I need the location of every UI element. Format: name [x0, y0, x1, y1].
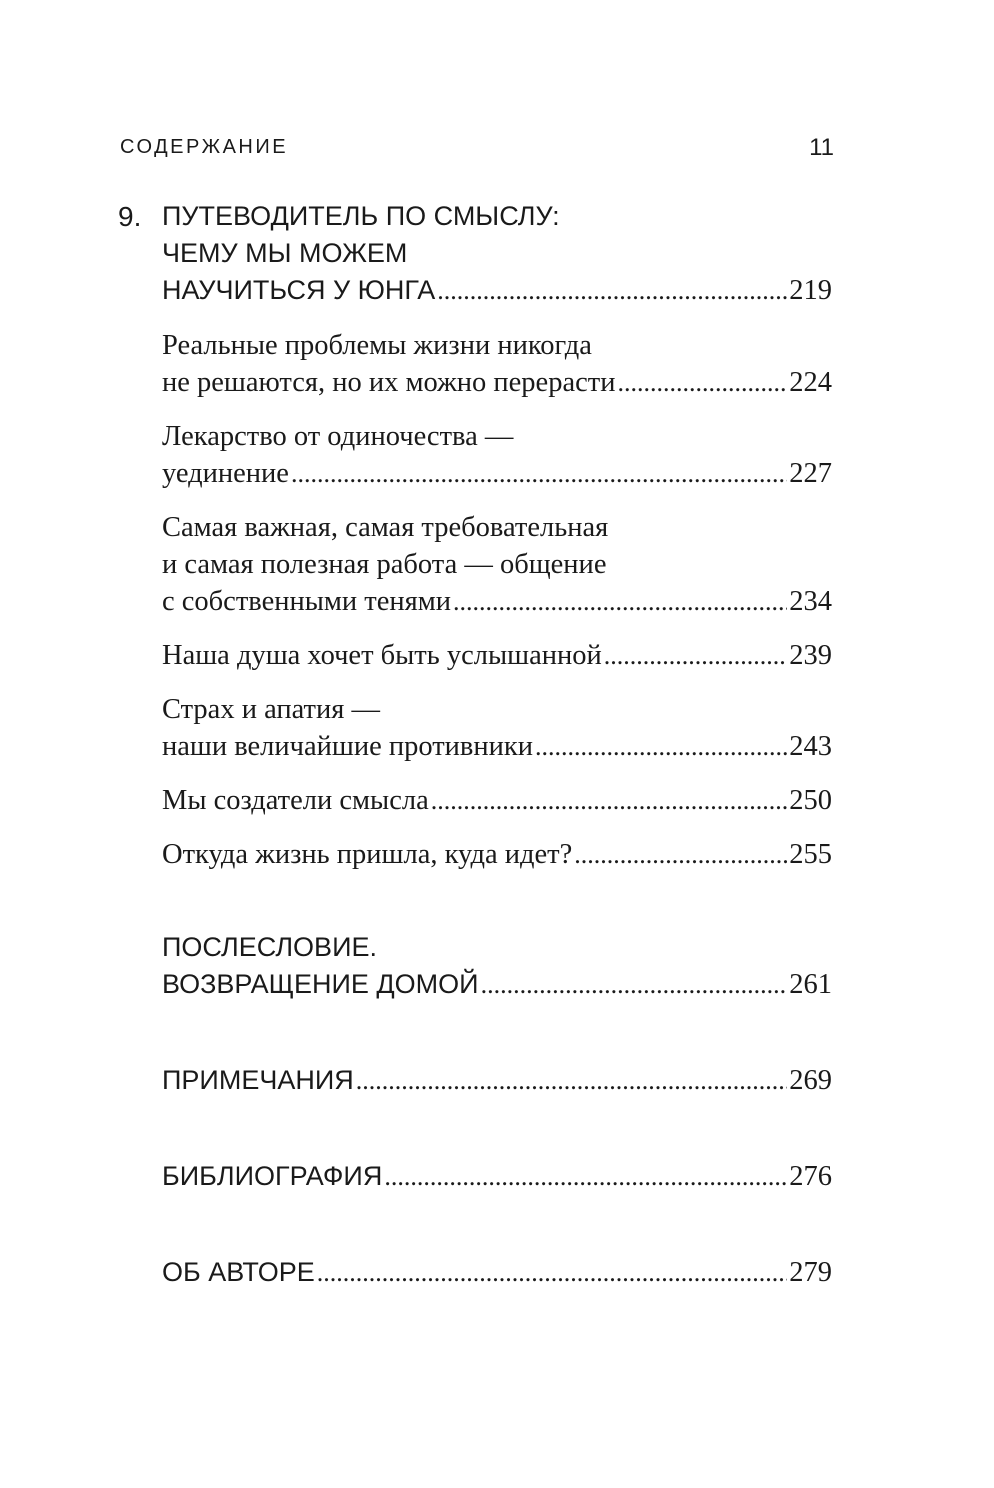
- dot-leader: [317, 1254, 788, 1291]
- toc-leader-line: [162, 637, 832, 674]
- section-title-line: Страх и апатия —: [162, 694, 380, 725]
- running-head: СОДЕРЖАНИЕ: [120, 136, 289, 158]
- section-title-line: Откуда жизнь пришла, куда идет?: [162, 839, 573, 870]
- back-matter-title-line: ПОСЛЕСЛОВИЕ.: [162, 932, 377, 962]
- toc-page-number: 224: [789, 367, 832, 398]
- dot-leader: [431, 782, 788, 819]
- back-matter-title-line: ПРИМЕЧАНИЯ: [162, 1065, 354, 1095]
- toc-page-number: 239: [789, 640, 832, 671]
- dot-leader: [535, 728, 787, 765]
- toc-chapter-9[interactable]: [118, 198, 832, 309]
- chapter-title-line: НАУЧИТЬСЯ У ЮНГА: [162, 275, 436, 305]
- toc-section[interactable]: [162, 836, 832, 873]
- toc-leader-line: [162, 1062, 832, 1099]
- toc-afterword[interactable]: [162, 929, 832, 1003]
- dot-leader: [437, 272, 787, 309]
- dot-leader: [481, 966, 788, 1003]
- toc-section[interactable]: [162, 418, 832, 492]
- toc-leader-line: [162, 728, 832, 765]
- toc-page-number: 261: [789, 969, 832, 1000]
- section-title-line: Реальные проблемы жизни никогда: [162, 330, 592, 361]
- toc-page-number: 279: [789, 1257, 832, 1288]
- toc-section[interactable]: [162, 327, 832, 401]
- back-matter-title-line: БИБЛИОГРАФИЯ: [162, 1161, 383, 1191]
- toc-leader-line: [162, 1254, 832, 1291]
- back-matter-title-line: ОБ АВТОРЕ: [162, 1257, 315, 1287]
- toc-page-number: 269: [789, 1065, 832, 1096]
- toc-section[interactable]: [162, 782, 832, 819]
- toc-page-number: 276: [789, 1161, 832, 1192]
- page-number: 11: [809, 134, 834, 161]
- chapter-title-line: ПУТЕВОДИТЕЛЬ ПО СМЫСЛУ:: [162, 201, 560, 231]
- toc-section[interactable]: [162, 509, 832, 620]
- back-matter-title-line: ВОЗВРАЩЕНИЕ ДОМОЙ: [162, 969, 479, 999]
- toc-page-number: 234: [789, 586, 832, 617]
- toc-page-number: 255: [789, 839, 832, 870]
- toc-page-number: 227: [789, 458, 832, 489]
- toc-leader-line: [162, 272, 832, 309]
- toc-leader-line: [162, 782, 832, 819]
- toc-page-number: 250: [789, 785, 832, 816]
- chapter-title-line: ЧЕМУ МЫ МОЖЕМ: [162, 238, 408, 268]
- toc-section[interactable]: [162, 637, 832, 674]
- toc-leader-line: [162, 583, 832, 620]
- dot-leader: [291, 455, 787, 492]
- toc-section[interactable]: [162, 691, 832, 765]
- section-title-line: Мы создатели смысла: [162, 785, 429, 816]
- toc-leader-line: [162, 966, 832, 1003]
- section-title-line: Наша душа хочет быть услышанной: [162, 640, 602, 671]
- section-title-line: не решаются, но их можно перерасти: [162, 367, 616, 398]
- toc-about-author[interactable]: [162, 1254, 832, 1291]
- section-title-line: Самая важная, самая требовательная: [162, 512, 609, 543]
- section-title-line: уединение: [162, 458, 289, 489]
- toc-leader-line: [162, 836, 832, 873]
- dot-leader: [453, 583, 787, 620]
- dot-leader: [356, 1062, 788, 1099]
- toc-leader-line: [162, 455, 832, 492]
- dot-leader: [384, 1158, 787, 1195]
- toc-page-number: 219: [789, 275, 832, 306]
- chapter-number: 9.: [118, 201, 142, 232]
- section-title-line: Лекарство от одиночества —: [162, 421, 514, 452]
- toc-leader-line: [162, 364, 832, 401]
- dot-leader: [604, 637, 787, 674]
- toc-notes[interactable]: [162, 1062, 832, 1099]
- table-of-contents: [118, 198, 832, 1291]
- section-title-line: с собственными тенями: [162, 586, 452, 617]
- toc-leader-line: [162, 1158, 832, 1195]
- toc-page-number: 243: [789, 731, 832, 762]
- toc-bibliography[interactable]: [162, 1158, 832, 1195]
- section-title-line: и самая полезная работа — общение: [162, 549, 607, 580]
- dot-leader: [617, 364, 787, 401]
- dot-leader: [574, 836, 787, 873]
- section-title-line: наши величайшие противники: [162, 731, 533, 762]
